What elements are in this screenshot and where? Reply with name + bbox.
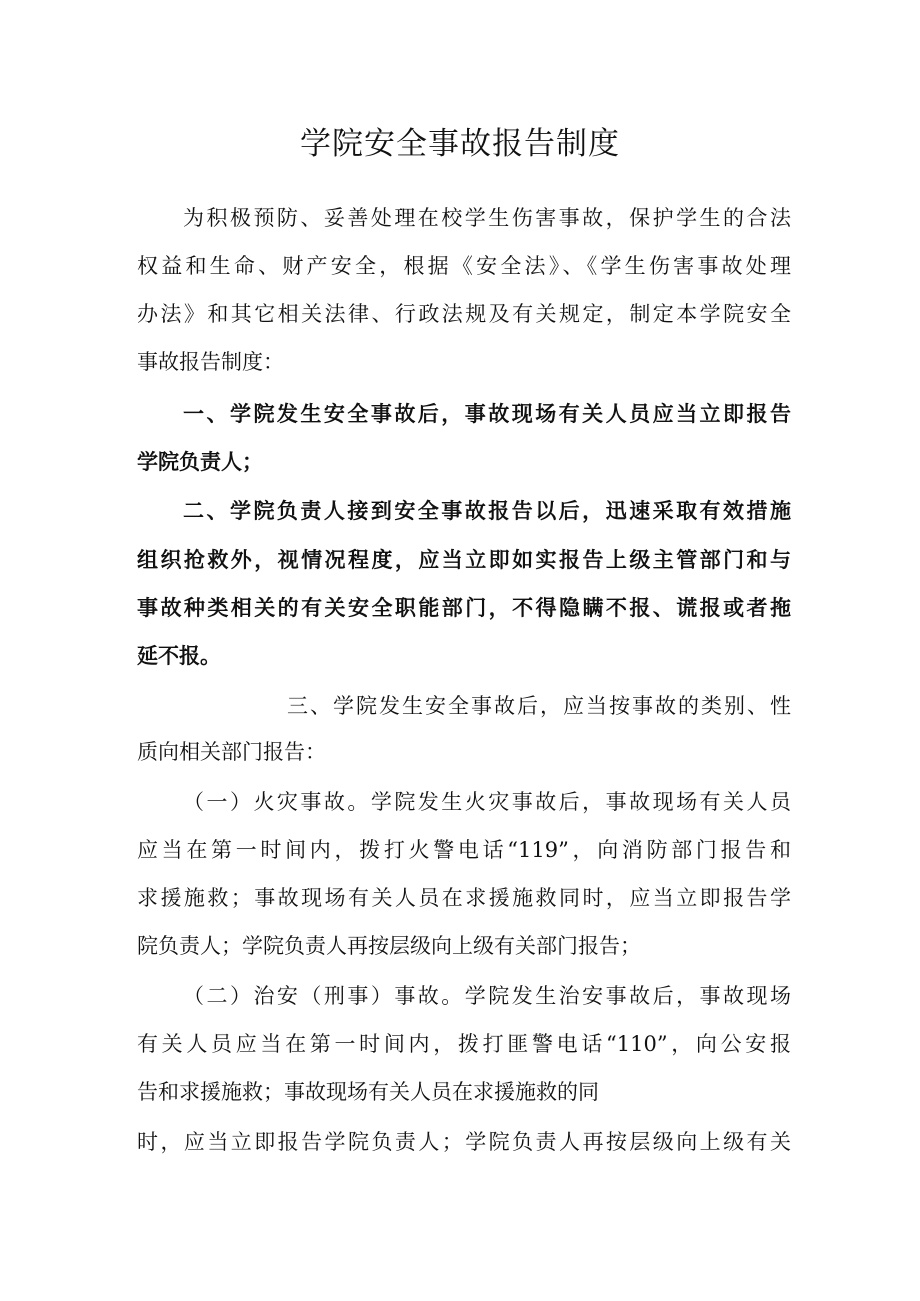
section-one-line: 一、学院发生安全事故后，事故现场有关人员应当立即报告 [183,402,791,426]
subsection-two-line: （二）治安（刑事）事故。学院发生治安事故后，事故现场 [183,984,791,1008]
subsection-one-line: 求援施救；事故现场有关人员在求援施救同时，应当立即报告学 [137,886,791,910]
subsection-one-line: 应当在第一时间内，拨打火警电话“119”，向消防部门报告和 [137,838,791,862]
subsection-one-line: 院负责人；学院负责人再按层级向上级有关部门报告； [137,934,641,958]
section-two-line: 组织抢救外，视情况程度，应当立即如实报告上级主管部门和与 [137,548,791,572]
section-two-line: 延不报。 [137,644,221,668]
subsection-two-line: 有关人员应当在第一时间内，拨打匪警电话“110”，向公安报 [137,1032,791,1056]
section-one-line: 学院负责人； [137,450,263,474]
paragraph-line: 办法》和其它相关法律、行政法规及有关规定，制定本学院安全 [137,302,791,326]
subsection-two-line: 时，应当立即报告学院负责人；学院负责人再按层级向上级有关 [137,1130,791,1154]
paragraph-line: 权益和生命、财产安全，根据《安全法》、《学生伤害事故处理 [137,254,791,278]
subsection-two-line: 告和求援施救；事故现场有关人员在求援施救的同 [137,1080,599,1104]
section-three-line: 三、学院发生安全事故后，应当按事故的类别、性 [287,694,791,718]
subsection-one-line: （一）火灾事故。学院发生火灾事故后，事故现场有关人员 [183,790,791,814]
section-two-line: 事故种类相关的有关安全职能部门，不得隐瞒不报、谎报或者拖 [137,596,791,620]
section-two-line: 二、学院负责人接到安全事故报告以后，迅速采取有效措施 [183,499,791,523]
document-title: 学院安全事故报告制度 [300,126,620,162]
paragraph-line: 为积极预防、妥善处理在校学生伤害事故，保护学生的合法 [183,206,791,230]
section-three-line: 质向相关部门报告： [137,740,326,764]
paragraph-line: 事故报告制度： [137,350,284,374]
